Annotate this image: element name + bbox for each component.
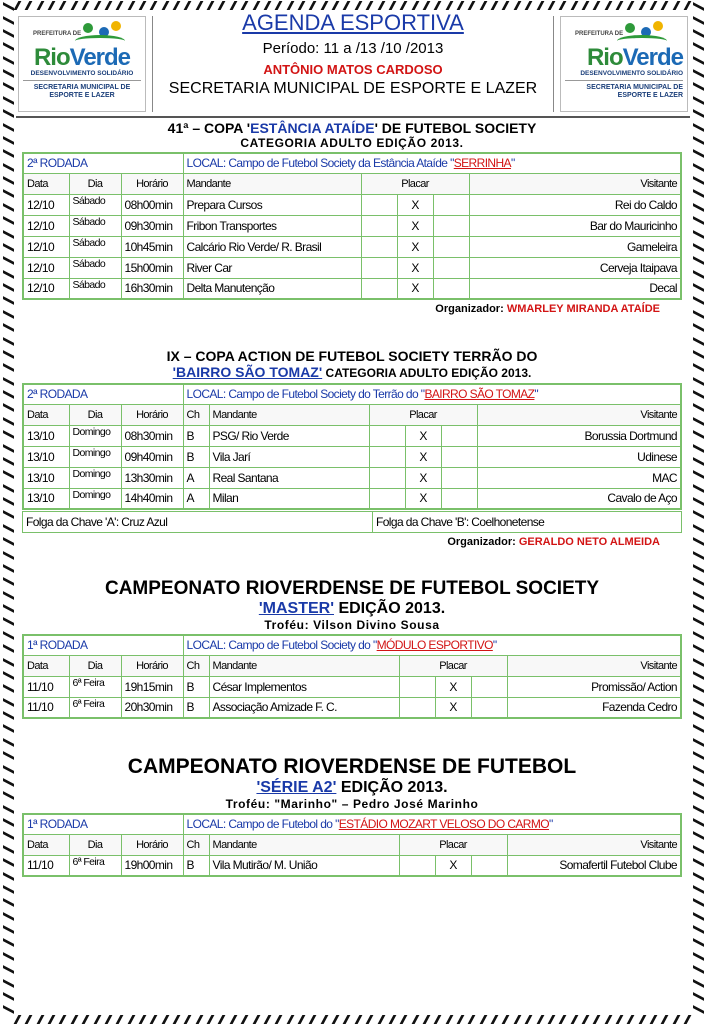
score-cell [399,676,435,697]
logo-dept-line1: SECRETARIA MUNICIPAL DE [586,84,683,91]
cell-time: 15h00min [121,257,183,278]
cell-away: Fazenda Cedro [507,697,681,718]
col-time: Horário [121,655,183,676]
table-row [23,676,681,697]
cell-date: 12/10 [23,257,69,278]
score-cell [361,278,397,299]
trophy: Troféu: "Marinho" – Pedro José Marinho [225,797,479,811]
logo-figures-icon: PREFEITURA DE [565,21,683,47]
cell-day: Sábado [69,236,121,257]
table-header [23,834,681,855]
person-name: ANTÔNIO MATOS CARDOSO [263,62,443,77]
table-row [23,215,681,236]
cell-home: Vila Jarí [209,446,369,467]
cell-home: River Car [183,257,361,278]
col-score: Placar [369,404,477,425]
logo-name: RioVerde [586,44,683,71]
col-date: Data [23,173,69,194]
cell-day: Domingo [69,446,121,467]
score-separator: X [405,446,441,467]
cell-away: Gameleira [469,236,681,257]
cell-time: 09h40min [121,446,183,467]
rio-verde-logo-right [560,16,688,112]
cell-time: 13h30min [121,467,183,488]
cell-home: Calcário Rio Verde/ R. Brasil [183,236,361,257]
table-row [23,697,681,718]
cell-away: Decal [469,278,681,299]
score-cell [399,855,435,876]
col-time: Horário [121,404,183,425]
col-home: Mandante [209,404,369,425]
cell-home: Milan [209,488,369,509]
cell-home: Real Santana [209,467,369,488]
cell-time: 08h30min [121,425,183,446]
table-row [23,278,681,299]
cell-away: Udinese [477,446,681,467]
cell-away: MAC [477,467,681,488]
cell-ch: A [183,467,209,488]
score-cell [361,194,397,215]
cell-time: 19h00min [121,855,183,876]
section-title: CAMPEONATO RIOVERDENSE DE FUTEBOL SOCIETY [104,578,600,599]
period-text: Período: 11 a /13 /10 /2013 [262,40,444,57]
score-cell [441,425,477,446]
cell-home: Prepara Cursos [183,194,361,215]
score-separator: X [405,467,441,488]
section-copa-estancia-ataide [22,120,682,315]
cell-time: 14h40min [121,488,183,509]
section-title: IX – COPA ACTION DE FUTEBOL SOCIETY TERRÃO DO [166,348,538,364]
cell-day: Domingo [69,425,121,446]
table-header [23,655,681,676]
score-cell [441,488,477,509]
score-cell [471,855,507,876]
cell-home: Delta Manutenção [183,278,361,299]
cell-ch: B [183,676,209,697]
col-day: Dia [69,655,121,676]
score-cell [433,278,469,299]
section-title-line2: 'BAIRRO SÃO TOMAZ' CATEGORIA ADULTO EDIÇÃO 2013. [172,364,532,380]
table-row [23,257,681,278]
local-label: LOCAL: Campo de Futebol do "ESTÁDIO MOZART VELOSO DO CARMO" [183,814,681,834]
col-time: Horário [121,834,183,855]
cell-date: 13/10 [23,488,69,509]
score-separator: X [397,194,433,215]
cell-day: Sábado [69,278,121,299]
trophy: Troféu: Vilson Divino Sousa [264,618,440,632]
score-cell [433,236,469,257]
cell-away: Somafertil Futebol Clube [507,855,681,876]
score-separator: X [435,855,471,876]
section-title: 41ª – COPA 'ESTÂNCIA ATAÍDE' DE FUTEBOL SOCIETY [167,120,537,136]
section-copa-action [22,348,682,548]
logo-dept-line2: ESPORTE E LAZER [617,92,683,99]
score-cell [361,257,397,278]
col-date: Data [23,834,69,855]
table-header [23,404,681,425]
round-row [23,814,681,834]
col-away: Visitante [469,173,681,194]
score-cell [433,194,469,215]
cell-date: 12/10 [23,278,69,299]
score-separator: X [397,278,433,299]
table-row [23,488,681,509]
logo-dept-line2: ESPORTE E LAZER [49,92,115,99]
section-serie-a2 [22,755,682,877]
score-separator: X [435,676,471,697]
score-cell [369,446,405,467]
cell-day: Domingo [69,488,121,509]
cell-away: Cerveja Itaipava [469,257,681,278]
cell-time: 08h00min [121,194,183,215]
cell-ch: B [183,425,209,446]
round-label: 1ª RODADA [23,814,183,834]
header-divider [553,16,554,112]
cell-time: 20h30min [121,697,183,718]
organizer: Organizador: GERALDO NETO ALMEIDA [447,536,660,548]
local-label: LOCAL: Campo de Futebol Society do Terrão do "BAIRRO SÃO TOMAZ" [183,384,681,404]
score-cell [361,215,397,236]
games-table [22,152,682,300]
cell-ch: B [183,446,209,467]
table-row [23,236,681,257]
cell-away: Rei do Caldo [469,194,681,215]
col-time: Horário [121,173,183,194]
cell-home: Fribon Transportes [183,215,361,236]
cell-date: 13/10 [23,425,69,446]
cell-date: 12/10 [23,194,69,215]
folga-a: Folga da Chave 'A': Cruz Azul [23,512,373,533]
cell-date: 11/10 [23,697,69,718]
folga-row [23,512,682,533]
page-title: AGENDA ESPORTIVA [242,10,464,35]
col-away: Visitante [477,404,681,425]
cell-day: Domingo [69,467,121,488]
cell-date: 13/10 [23,446,69,467]
score-separator: X [397,257,433,278]
col-day: Dia [69,834,121,855]
secretaria-name: SECRETARIA MUNICIPAL DE ESPORTE E LAZER [168,80,538,97]
bottom-border-decoration [16,1014,690,1024]
section-title-line2: 'MASTER' EDIÇÃO 2013. [258,600,446,617]
table-row [23,425,681,446]
cell-time: 09h30min [121,215,183,236]
header-rule [16,116,690,118]
score-cell [361,236,397,257]
score-cell [471,676,507,697]
cell-ch: B [183,855,209,876]
cell-away: Bar do Mauricinho [469,215,681,236]
score-cell [441,446,477,467]
section-subtitle: CATEGORIA ADULTO EDIÇÃO 2013. [240,136,464,150]
cell-time: 16h30min [121,278,183,299]
cell-day: Sábado [69,215,121,236]
logo-dept-line1: SECRETARIA MUNICIPAL DE [33,84,131,91]
col-date: Data [23,655,69,676]
cell-day: Sábado [69,257,121,278]
score-separator: X [405,488,441,509]
table-row [23,446,681,467]
page-header [16,10,690,115]
cell-day: 6ª Feira [69,697,121,718]
col-score: Placar [399,655,507,676]
games-table [22,634,682,719]
cell-day: Sábado [69,194,121,215]
score-cell [441,467,477,488]
col-ch: Ch [183,404,209,425]
logo-figures-icon: PREFEITURA DE [23,21,141,47]
table-row [23,855,681,876]
score-separator: X [405,425,441,446]
logo-tagline: DESENVOLVIMENTO SOLIDÁRIO [30,70,134,77]
logo-tagline: DESENVOLVIMENTO SOLIDÁRIO [580,70,683,77]
section-title: CAMPEONATO RIOVERDENSE DE FUTEBOL [127,755,577,778]
col-home: Mandante [209,834,399,855]
col-date: Data [23,404,69,425]
organizer: Organizador: WMARLEY MIRANDA ATAÍDE [435,303,660,315]
local-label: LOCAL: Campo de Futebol Society do "MÓDULO ESPORTIVO" [183,635,681,655]
cell-away: Cavalo de Aço [477,488,681,509]
cell-date: 11/10 [23,855,69,876]
col-score: Placar [361,173,469,194]
cell-time: 10h45min [121,236,183,257]
cell-date: 13/10 [23,467,69,488]
col-home: Mandante [183,173,361,194]
folga-b: Folga da Chave 'B': Coelhonetense [373,512,682,533]
cell-home: PSG/ Rio Verde [209,425,369,446]
top-border-decoration [16,0,690,10]
col-home: Mandante [209,655,399,676]
cell-home: César Implementos [209,676,399,697]
round-row [23,384,681,404]
table-row [23,467,681,488]
score-cell [433,215,469,236]
cell-away: Promissão/ Action [507,676,681,697]
cell-date: 12/10 [23,215,69,236]
score-cell [471,697,507,718]
score-cell [369,467,405,488]
cell-time: 19h15min [121,676,183,697]
logo-name: RioVerde [33,44,131,71]
round-label: 1ª RODADA [23,635,183,655]
cell-date: 12/10 [23,236,69,257]
col-away: Visitante [507,655,681,676]
cell-home: Associação Amizade F. C. [209,697,399,718]
table-header [23,173,681,194]
score-separator: X [397,236,433,257]
round-label: 2ª RODADA [23,153,183,173]
cell-ch: A [183,488,209,509]
score-cell [433,257,469,278]
games-table [22,813,682,877]
score-separator: X [435,697,471,718]
cell-day: 6ª Feira [69,855,121,876]
score-cell [369,488,405,509]
cell-away: Borussia Dortmund [477,425,681,446]
col-ch: Ch [183,834,209,855]
cell-home: Vila Mutirão/ M. União [209,855,399,876]
round-label: 2ª RODADA [23,384,183,404]
score-separator: X [397,215,433,236]
right-border-decoration [690,0,706,1024]
col-score: Placar [399,834,507,855]
round-row [23,635,681,655]
cell-day: 6ª Feira [69,676,121,697]
left-border-decoration [0,0,16,1024]
cell-date: 11/10 [23,676,69,697]
table-row [23,194,681,215]
score-cell [369,425,405,446]
round-row [23,153,681,173]
section-title-line2: 'SÉRIE A2' EDIÇÃO 2013. [256,779,448,796]
col-ch: Ch [183,655,209,676]
col-day: Dia [69,404,121,425]
col-day: Dia [69,173,121,194]
games-table [22,383,682,510]
cell-ch: B [183,697,209,718]
section-master [22,578,682,719]
score-cell [399,697,435,718]
col-away: Visitante [507,834,681,855]
local-label: LOCAL: Campo de Futebol Society da Estância Ataíde "SERRINHA" [183,153,681,173]
folga-table [22,511,682,533]
